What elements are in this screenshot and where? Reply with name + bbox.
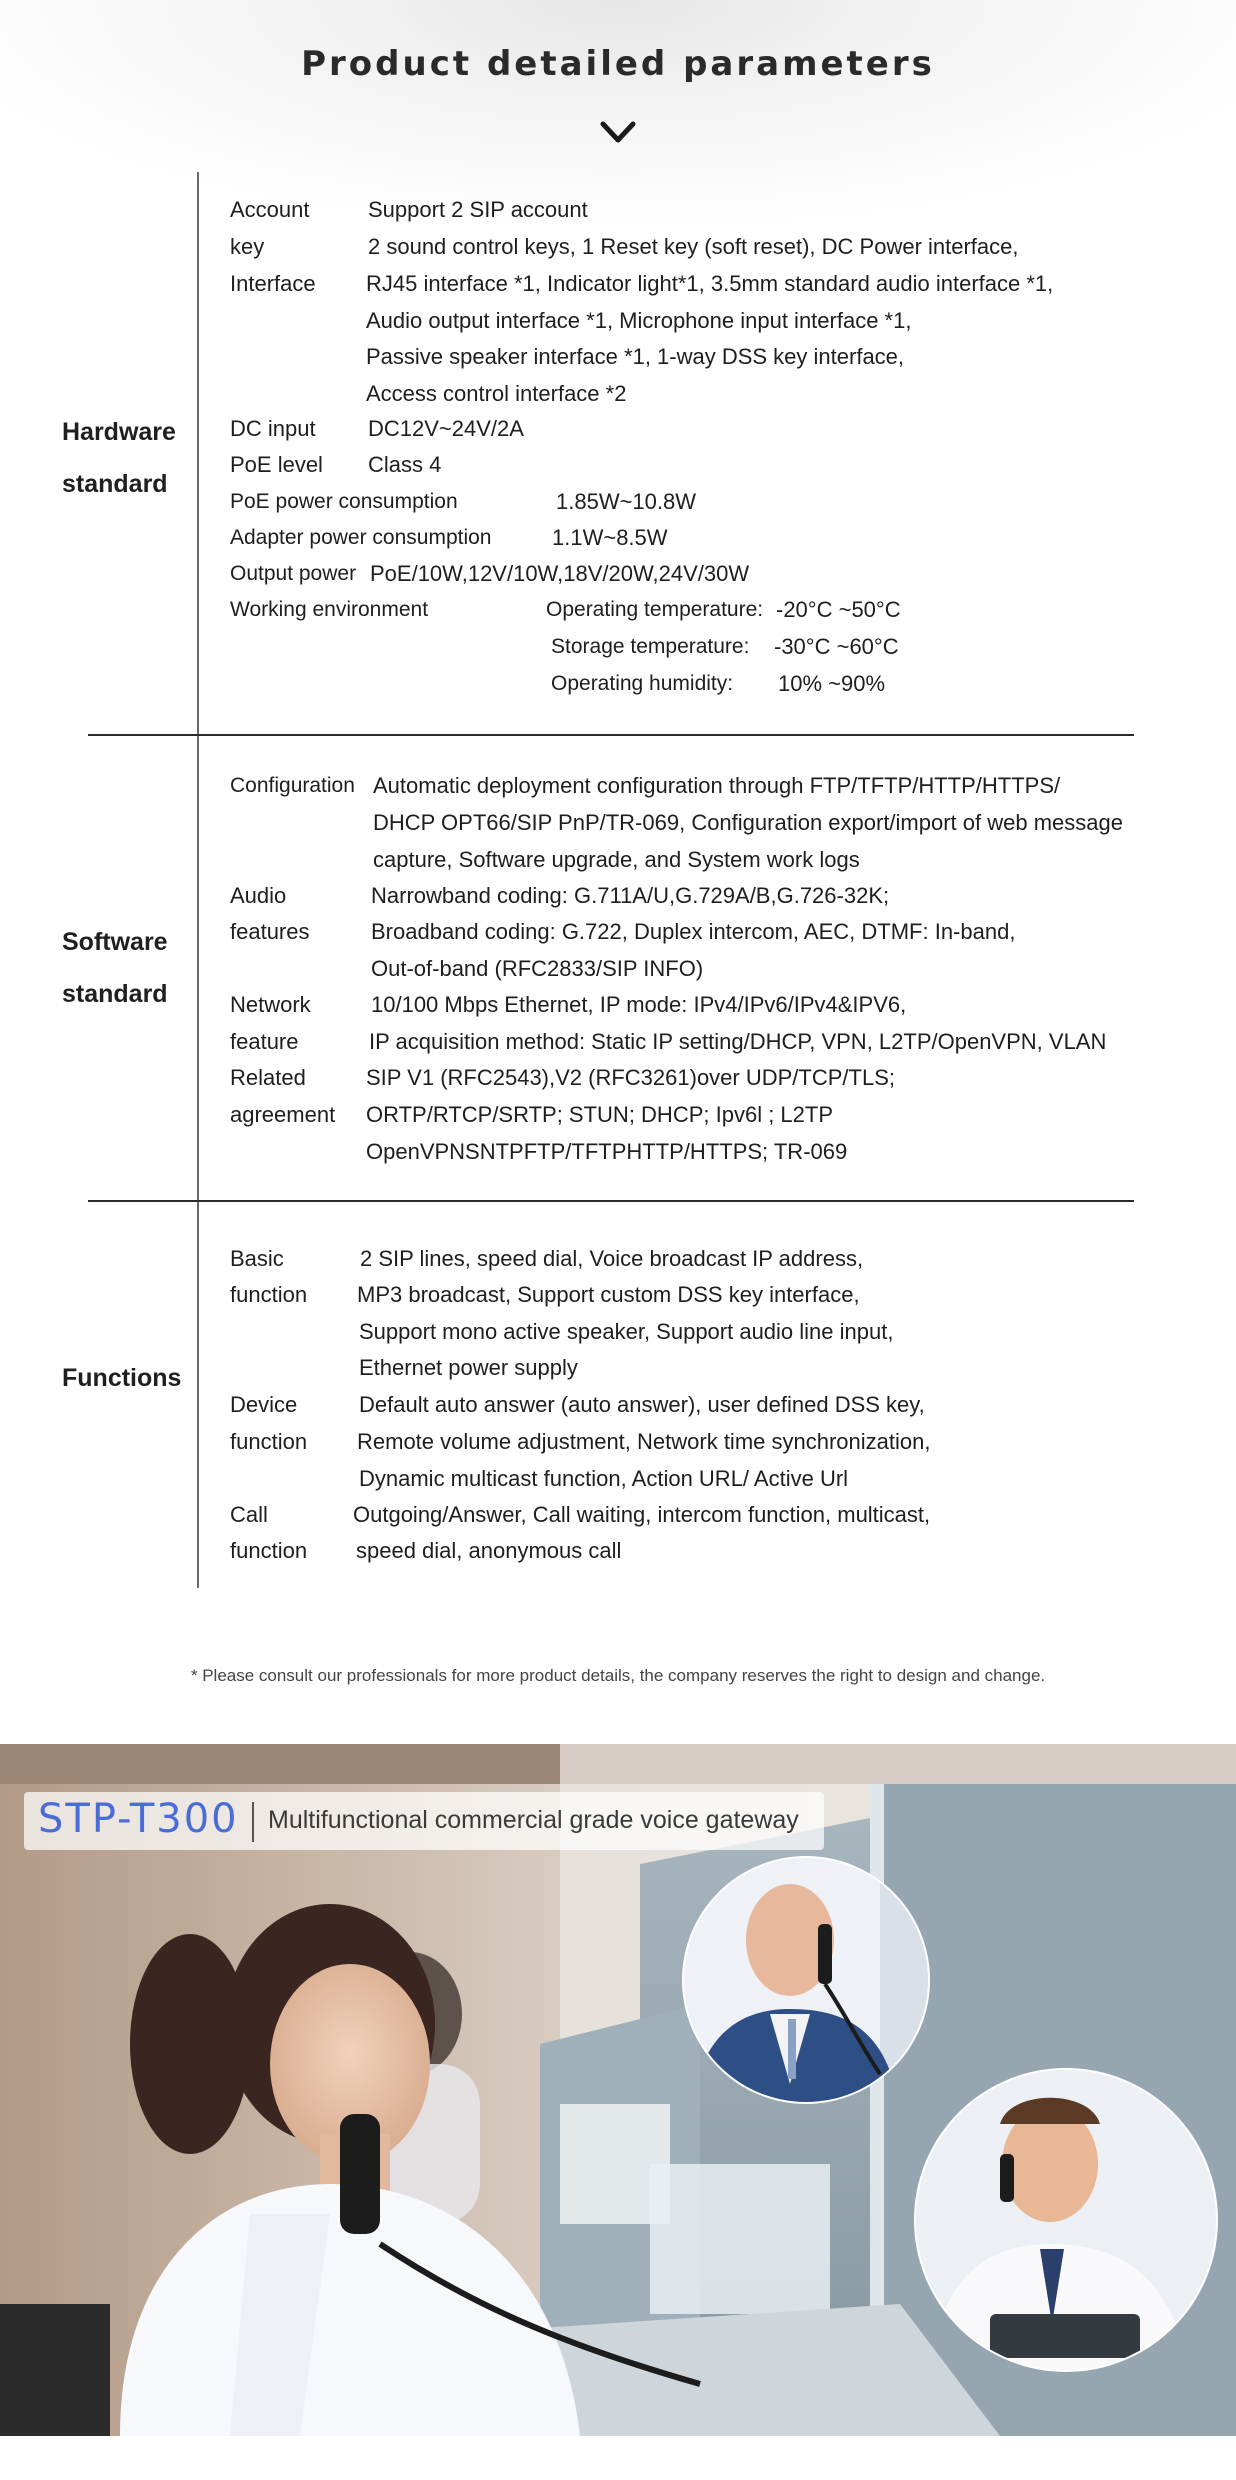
spec-value: PoE/10W,12V/10W,18V/20W,24V/30W (370, 561, 750, 586)
spec-label: Device (230, 1392, 298, 1417)
spec-value: Support mono active speaker, Support audio line input, (359, 1319, 894, 1344)
chevron-down-icon (596, 118, 640, 148)
spec-label: Account (230, 197, 310, 222)
spec-value: 2 sound control keys, 1 Reset key (soft reset), DC Power interface, (368, 234, 1019, 259)
header-background (0, 0, 1236, 230)
env-name: Operating temperature: (546, 598, 764, 621)
spec-value: 1.85W~10.8W (556, 489, 697, 514)
spec-label: DC input (230, 416, 316, 441)
spec-value: DHCP OPT66/SIP PnP/TR-069, Configuration export/import of web message (373, 810, 1123, 835)
spec-label: agreement (230, 1102, 336, 1127)
spec-value: 10/100 Mbps Ethernet, IP mode: IPv4/IPv6/IPv4&IPV6, (371, 992, 907, 1017)
spec-label: PoE power consumption (230, 490, 458, 513)
disclaimer-note: * Please consult our professionals for more product details, the company reserves the right to design and change. (190, 1666, 1046, 1685)
hardware-label-line2: standard (62, 470, 168, 498)
spec-value: RJ45 interface *1, Indicator light*1, 3.5mm standard audio interface *1, (366, 271, 1054, 296)
spec-label: features (230, 919, 310, 944)
spec-label: function (230, 1282, 308, 1307)
banner-model: STP-T300 (38, 1796, 239, 1842)
spec-value: capture, Software upgrade, and System work logs (373, 847, 860, 872)
spec-value: ORTP/RTCP/SRTP; STUN; DHCP; Ipv6l ; L2TP (366, 1102, 833, 1127)
env-value: -30°C ~60°C (774, 634, 899, 659)
hardware-divider-vertical (197, 172, 199, 734)
spec-value: Out-of-band (RFC2833/SIP INFO) (371, 956, 704, 981)
spec-value: DC12V~24V/2A (368, 416, 524, 441)
spec-value: Ethernet power supply (359, 1355, 578, 1380)
spec-value: Class 4 (368, 452, 442, 477)
hardware-bottom-rule (88, 734, 1134, 736)
software-label-line2: standard (62, 980, 168, 1008)
hardware-label (62, 406, 192, 510)
spec-value: OpenVPNSNTPFTP/TFTPHTTP/HTTPS; TR-069 (366, 1139, 848, 1164)
spec-value: Audio output interface *1, Microphone input interface *1, (366, 308, 912, 333)
spec-value: 1.1W~8.5W (552, 525, 668, 550)
env-value: 10% ~90% (778, 671, 886, 696)
spec-value: Narrowband coding: G.711A/U,G.729A/B,G.726-32K; (371, 883, 890, 908)
spec-label: PoE level (230, 452, 323, 477)
spec-label: Adapter power consumption (230, 526, 492, 549)
spec-value: 2 SIP lines, speed dial, Voice broadcast IP address, (360, 1246, 864, 1271)
software-divider-vertical (197, 736, 199, 1202)
software-bottom-rule (88, 1200, 1134, 1202)
spec-label: Configuration (230, 774, 355, 797)
spec-value: Access control interface *2 (366, 381, 627, 406)
spec-value: Outgoing/Answer, Call waiting, intercom function, multicast, (353, 1502, 931, 1527)
hardware-label-line1: Hardware (62, 418, 176, 446)
spec-value: Passive speaker interface *1, 1-way DSS key interface, (366, 344, 905, 369)
env-value: -20°C ~50°C (776, 597, 901, 622)
banner-tagline: Multifunctional commercial grade voice gateway (268, 1806, 799, 1834)
spec-value: SIP V1 (RFC2543),V2 (RFC3261)over UDP/TCP/TLS; (366, 1065, 895, 1090)
spec-value: MP3 broadcast, Support custom DSS key interface, (357, 1282, 860, 1307)
spec-label: Network (230, 992, 311, 1017)
spec-label: Related (230, 1065, 306, 1090)
env-name: Operating humidity: (551, 672, 734, 695)
spec-label: Output power (230, 562, 357, 585)
spec-label: Basic (230, 1246, 284, 1271)
spec-label: Interface (230, 271, 316, 296)
spec-label: Audio (230, 883, 287, 908)
page-bottom-margin (0, 2436, 1236, 2480)
page-title: Product detailed parameters (301, 44, 935, 84)
spec-value: Dynamic multicast function, Action URL/ Active Url (359, 1466, 849, 1491)
spec-label: key (230, 234, 265, 259)
spec-value: IP acquisition method: Static IP setting/DHCP, VPN, L2TP/OpenVPN, VLAN (369, 1029, 1107, 1054)
spec-value: Broadband coding: G.722, Duplex intercom, AEC, DTMF: In-band, (371, 919, 1016, 944)
spec-value: Remote volume adjustment, Network time synchronization, (357, 1429, 931, 1454)
spec-value: speed dial, anonymous call (356, 1538, 622, 1563)
software-label (62, 916, 192, 1020)
functions-divider-vertical (197, 1202, 199, 1588)
software-label-line1: Software (62, 928, 168, 956)
spec-value: Default auto answer (auto answer), user defined DSS key, (359, 1392, 925, 1417)
env-name: Storage temperature: (551, 635, 750, 658)
spec-value: Automatic deployment configuration through FTP/TFTP/HTTP/HTTPS/ (373, 773, 1061, 798)
spec-label: Call (230, 1502, 268, 1527)
spec-value: Support 2 SIP account (368, 197, 588, 222)
spec-label: function (230, 1429, 308, 1454)
product-banner (0, 1744, 1236, 2436)
functions-label: Functions (62, 1364, 182, 1392)
spec-label: feature (230, 1029, 299, 1054)
spec-label: Working environment (230, 598, 429, 621)
banner-title-divider (252, 1802, 254, 1842)
spec-label: function (230, 1538, 308, 1563)
